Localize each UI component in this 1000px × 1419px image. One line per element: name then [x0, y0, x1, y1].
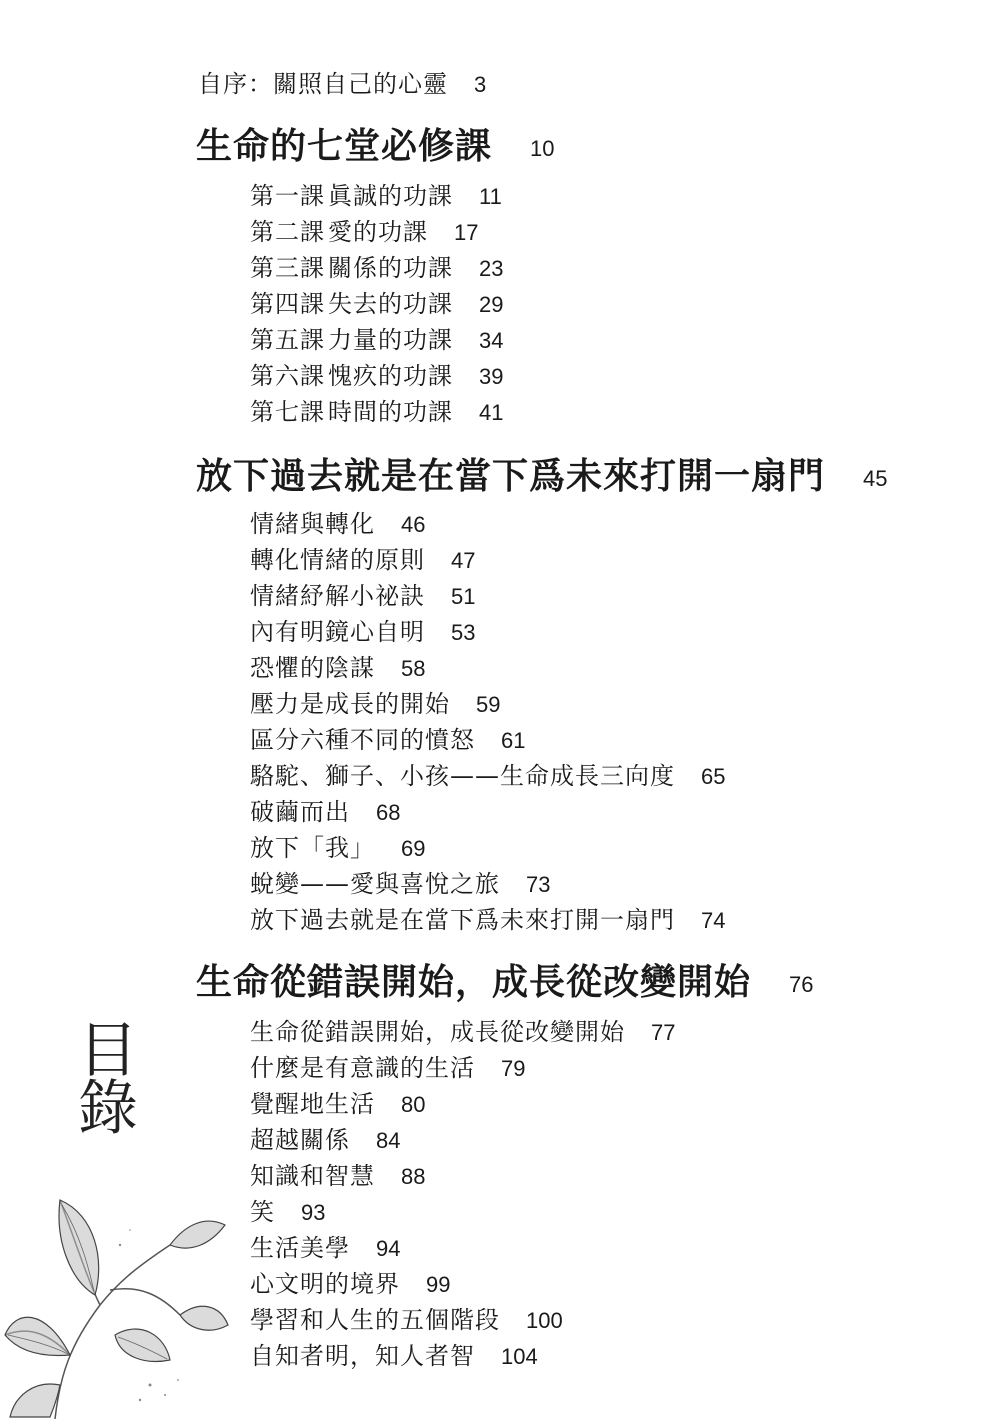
toc-entry[interactable]: 心文明的境界 99 — [250, 1270, 451, 1298]
section-title[interactable]: 生命從錯誤開始，成長從改變開始 76 — [196, 961, 814, 1003]
toc-entry[interactable]: 恐懼的陰謀 58 — [250, 654, 426, 682]
toc-entry[interactable]: 破繭而出 68 — [250, 798, 401, 826]
toc-entry[interactable]: 生活美學 94 — [250, 1234, 401, 1262]
toc-entry[interactable]: 生命從錯誤開始，成長從改變開始 77 — [250, 1018, 676, 1046]
toc-entry[interactable]: 蛻變——愛與喜悅之旅 73 — [250, 870, 551, 898]
page-number: 10 — [530, 136, 555, 161]
toc-entry[interactable]: 覺醒地生活 80 — [250, 1090, 426, 1118]
toc-entry[interactable]: 超越關係 84 — [250, 1126, 401, 1154]
section-title[interactable]: 生命的七堂必修課 10 — [196, 125, 555, 167]
toc-entry[interactable]: 笑 93 — [250, 1198, 326, 1226]
page-number: 45 — [863, 466, 888, 491]
toc-entry[interactable]: 區分六種不同的憤怒 61 — [250, 726, 526, 754]
section-title[interactable]: 放下過去就是在當下爲未來打開一扇門 45 — [196, 455, 888, 497]
toc-entry[interactable]: 壓力是成長的開始 59 — [250, 690, 501, 718]
toc-entry[interactable]: 什麼是有意識的生活 79 — [250, 1054, 526, 1082]
toc-entry[interactable]: 第七課 時間的功課 41 — [250, 398, 504, 426]
toc-entry[interactable]: 放下「我」 69 — [250, 834, 426, 862]
toc-entry[interactable]: 駱駝、獅子、小孩——生命成長三向度 65 — [250, 762, 726, 790]
toc-entry[interactable]: 學習和人生的五個階段 100 — [250, 1306, 563, 1334]
toc-entry[interactable]: 第四課 失去的功課 29 — [250, 290, 504, 318]
toc-entry[interactable]: 第六課 愧疚的功課 39 — [250, 362, 504, 390]
toc-entry[interactable]: 第一課 眞誠的功課 11 — [250, 182, 502, 210]
toc-entry[interactable]: 內有明鏡心自明 53 — [250, 618, 476, 646]
toc-entry[interactable]: 第二課 愛的功課 17 — [250, 218, 479, 246]
page-number: 3 — [474, 72, 487, 97]
toc-entry[interactable]: 情緒紓解小祕訣 51 — [250, 582, 476, 610]
leaf-illustration — [0, 1185, 230, 1419]
preface-entry[interactable] — [198, 64, 486, 99]
toc-entry[interactable]: 情緒與轉化 46 — [250, 510, 426, 538]
preface-title: 自序：關照自己的心靈 — [198, 70, 448, 98]
toc-entry[interactable]: 轉化情緒的原則 47 — [250, 546, 476, 574]
toc-entry[interactable]: 第三課 關係的功課 23 — [250, 254, 504, 282]
toc-entry[interactable]: 放下過去就是在當下爲未來打開一扇門 74 — [250, 906, 726, 934]
page-title: 目 錄 — [78, 1016, 138, 1144]
page-number: 76 — [789, 972, 814, 997]
toc-entry[interactable]: 知識和智慧 88 — [250, 1162, 426, 1190]
toc-entry[interactable]: 第五課 力量的功課 34 — [250, 326, 504, 354]
toc-entry[interactable]: 自知者明，知人者智 104 — [250, 1342, 538, 1370]
